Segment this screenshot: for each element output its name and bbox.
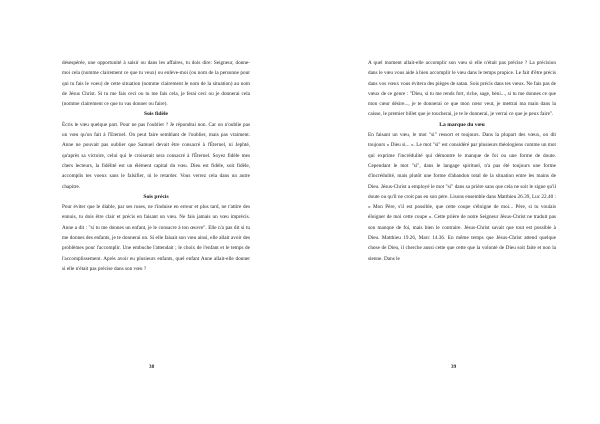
section-heading-sois-fidele: Sois fidèle xyxy=(143,111,169,118)
paragraph: Écris le vœu quelque part. Pour ne pas l'oublier ? Je répondrai non. Car on n'oublie pas un vœu qu'on fait à l'Eternel. On peut faire semblant de l'oublier, mais pas vraiment. Anne ne pouvait pas oublier que Samuel devait être consacré à l'Éternel, ni Jephté, qu'après sa victoire, celui qui le croiserait sera consacré à l'Éternel. Soyez fidèle mes chers lecteurs, la fidélité est un élément capital du vœu. Dieu est fidèle, soit fidèle, accomplis tes voeux sans le falsifier, ni le retarder. Vous verrez cela dans un autre chapitre. xyxy=(62,121,250,190)
paragraph: A quel moment allait-elle accomplir son vœu si elle n'était pas précise ? La précision dans le vœu vous aide à bien accomplir le vœu dans le temps propice. Le fait d'être précis dans vos vœux vous évitera des pièges de satan. Sois précis dans tes vœux. Ne fais pas de vœux de ce genre : "Dieu, si tu me rends fort, riche, sage, béni..., si tu me donnes ce que mon cœur désire..., je te donnerai ce que mon cœur veut, je mettrai ma main dans la caisse, le premier billet que je toucherai, je te le donnerai, je verrai ce que je peux faire". xyxy=(368,60,556,118)
section-heading-marque-du-voeu: La marque du vœu xyxy=(439,121,485,128)
paragraph: Pour éviter que le diable, par ses ruses, ne t'induise en erreur et plus tard, ne t'attire des ennuis, tu dois être clair et précis en faisant un vœu. Ne fais jamais un vœu imprécis. Anne a dit : "si tu me donnes un enfant, je le consacre à ton œuvre". Elle n'a pas dit si tu me donnes des enfants, je te donnerai un. Si elle faisait son vœu ainsi, elle allait avoir des problèmes pour l'accomplir. Une embuche l'attendait ; le choix de l'enfant et le temps de l'accomplissement. Après avoir eu plusieurs enfants, quel enfant Anne allait-elle donner si elle n'était pas précise dans son vœu ? xyxy=(62,204,250,272)
page-number-right: 39 xyxy=(451,364,457,370)
section-heading-sois-precis: Sois précis xyxy=(143,193,169,200)
left-page xyxy=(62,58,250,274)
right-page xyxy=(368,58,556,264)
paragraph: En faisant un vœu, le mot "si" ressort et toujours. Dans la plupart des vœux, on dit toujours « Dieu si... ». Le mot "si" est considéré par plusieurs théologiens comme un mot qui exprime l'incrédulité qui démontre le manque de foi ou une forme de doute. Cependant le mot "si", dans le langage spirituel, n'a pas été toujours une forme d'incrédulité, mais plutôt une forme d'abandon total de la situation entre les mains de Dieu. Jésus-Christ a employé le mot "si" dans sa prière sans que cela ne soit le signe qu'il doute ou qu'il ne croit pas en son père. Lisons ensemble dans Matthieu 26.39, Luc 22.40 : « Mon Père, s'il est possible, que cette coupe s'éloigne de moi... Père, si tu voulais éloigner de moi cette coupe ». Cette prière de notre Seigneur Jésus-Christ ne traduit pas son manque de foi, mais bien le contraire. Jésus-Christ savait que tout est possible à Dieu. Matthieu 19.26, Marc 14.36. En même temps que Jésus-Christ attend quelque chose de Dieu, il cherche aussi cette que cette que la volonté de Dieu soit faite et non la sienne. Dans le xyxy=(368,132,556,262)
paragraph: désespérée, une opportunité à saisir ou dans les affaires, tu dois dire: Seigneur, donne-moi cela (nomme clairement ce que tu veux) ou enlève-moi (ou nom de la personne pour qui tu fais le voeu) de cette situation (nomme clairement le nom de la situation) au nom de Jésus Christ. Si tu me fais ceci ou tu me fais cela, je ferai ceci ou je donnerai cela (nomme clairement ce que tu vas donner ou faire). xyxy=(62,60,250,108)
page-number-left: 38 xyxy=(149,364,155,370)
